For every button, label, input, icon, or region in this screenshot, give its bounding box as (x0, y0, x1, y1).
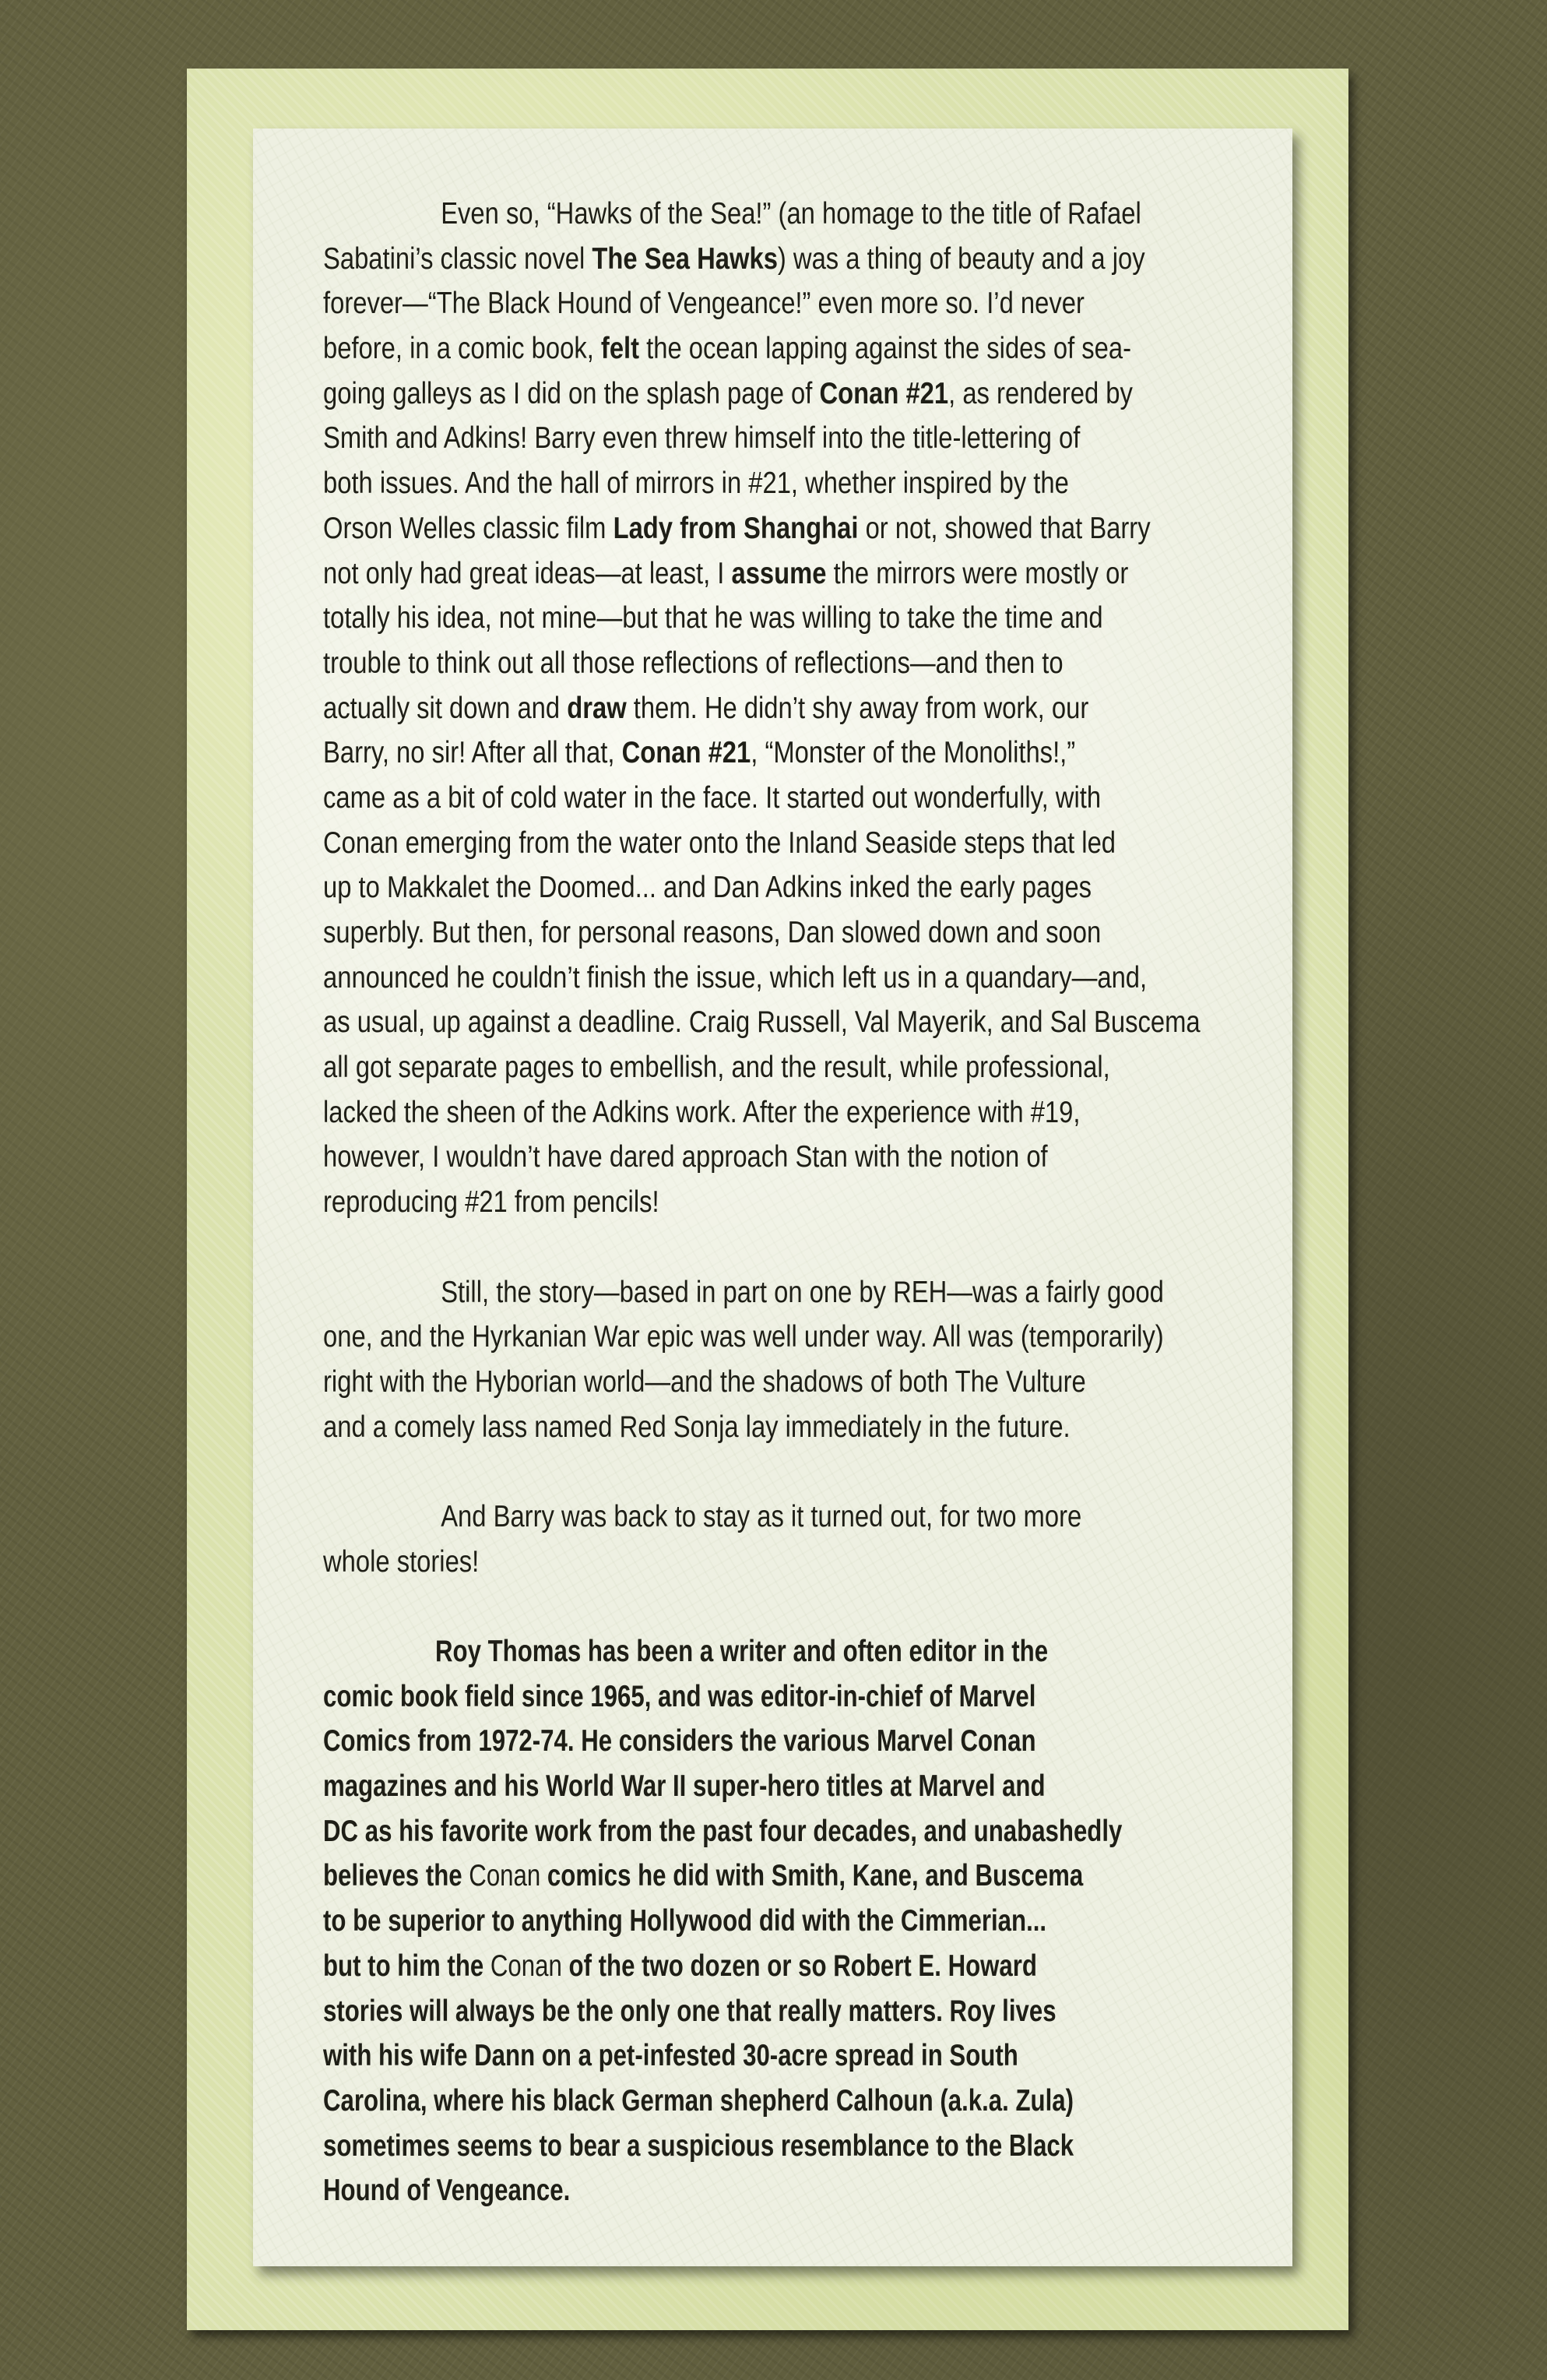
text-line (323, 1315, 1164, 1360)
text-line (323, 192, 1141, 237)
bio-line (323, 1899, 1058, 1944)
text-line (323, 686, 1095, 731)
bold-text: comic book field since 1965, and was editor-in-chief of Marvel (323, 1679, 1036, 1713)
text-line (323, 1270, 1164, 1315)
bold-text: magazines and his World War II super-hero titles at Marvel and (323, 1769, 1046, 1804)
bold-text: to be superior to anything Hollywood did with the Cimmerian... (323, 1904, 1047, 1938)
text-line (323, 416, 1095, 461)
text-line (323, 1540, 1095, 1585)
text-span: superbly. But then, for personal reasons, Dan slowed down and soon (323, 916, 1102, 949)
text-span: totally his idea, not mine—but that he was willing to take the time and (323, 601, 1103, 635)
bold-text: DC as his favorite work from the past four decades, and unabashedly (323, 1814, 1123, 1848)
text-line (323, 326, 1132, 371)
text-span: forever—“The Black Hound of Vengeance!” even more so. I’d never (323, 287, 1085, 321)
text-span: however, I wouldn’t have dared approach Stan with the notion of (323, 1140, 1048, 1174)
text-span: up to Makkalet the Doomed... and Dan Adkins inked the early pages (323, 871, 1092, 905)
bio-line (323, 1719, 1058, 1764)
bio-line (323, 1944, 1058, 1989)
text-span: or not, showed that Barry (858, 511, 1151, 545)
text-span: all got separate pages to embellish, and the result, while professional, (323, 1051, 1110, 1085)
text-span: the mirrors were mostly or (826, 556, 1129, 590)
bold-text: stories will always be the only one that really matters. Roy lives (323, 1994, 1057, 2028)
bold-text: felt (600, 332, 640, 366)
paragraph-gap (323, 1449, 1095, 1495)
text-line (323, 776, 1102, 821)
text-line (323, 281, 1095, 326)
text-line (323, 1000, 1201, 1045)
text-span: going galleys as I did on the splash page of (323, 376, 820, 410)
bio-line (323, 1989, 1058, 2034)
text-span: lacked the sheen of the Adkins work. After the experience with #19, (323, 1095, 1081, 1129)
text-span: one, and the Hyrkanian War epic was well under way. All was (temporarily) (323, 1320, 1164, 1354)
bold-text: of the two dozen or so Robert E. Howard (561, 1949, 1037, 1983)
paragraph-gap (323, 1584, 1095, 1629)
text-line (323, 956, 1148, 1001)
bio-line (323, 2033, 1058, 2079)
bold-text: Conan #21 (621, 736, 751, 770)
text-span: actually sit down and (323, 691, 568, 725)
text-span: Smith and Adkins! Barry even threw himself into the title-lettering of (323, 421, 1081, 456)
text-span: as usual, up against a deadline. Craig Russell, Val Mayerik, and Sal Buscema (323, 1005, 1201, 1040)
bold-text: sometimes seems to bear a suspicious resemblance to the Black (323, 2128, 1074, 2163)
bold-text: Conan #21 (819, 376, 949, 410)
text-line (323, 1495, 1095, 1540)
bio-line (323, 1629, 1058, 1674)
text-span: ) was a thing of beauty and a joy (777, 241, 1145, 276)
bold-text: Hound of Vengeance. (323, 2174, 571, 2208)
bio-line (323, 2079, 1074, 2124)
text-line (323, 1045, 1110, 1090)
bold-text: Carolina, where his black German shepherd Calhoun (a.k.a. Zula) (323, 2083, 1074, 2118)
text-span: reproducing #21 from pencils! (323, 1185, 659, 1220)
text-span: announced he couldn’t finish the issue, which left us in a quandary—and, (323, 960, 1148, 995)
text-span: Conan (469, 1859, 541, 1893)
bio-line (323, 2124, 1074, 2169)
text-line (323, 506, 1151, 551)
text-line (323, 731, 1095, 776)
bold-text: assume (731, 556, 827, 590)
bio-line (323, 2168, 1058, 2213)
bio-line (323, 1854, 1084, 1899)
text-line (323, 237, 1145, 282)
text-span: , “Monster of the Monoliths!,” (751, 736, 1076, 770)
text-span: And Barry was back to stay as it turned out, for two more (441, 1499, 1082, 1533)
text-line (323, 461, 1095, 506)
bold-text: believes the (323, 1859, 469, 1893)
bio-line (323, 1674, 1058, 1720)
text-span: them. He didn’t shy away from work, our (626, 691, 1089, 725)
bold-text: draw (567, 691, 627, 725)
text-span: not only had great ideas—at least, I (323, 556, 732, 590)
text-span: before, in a comic book, (323, 332, 601, 366)
text-line (323, 1360, 1095, 1405)
bio-line (323, 1764, 1058, 1809)
bold-text: with his wife Dann on a pet-infested 30-acre spread in South (323, 2039, 1018, 2073)
bold-text: Lady from Shanghai (613, 511, 859, 545)
bold-text: Comics from 1972-74. He considers the various Marvel Conan (323, 1724, 1036, 1759)
text-line (323, 371, 1133, 417)
bold-text: Roy Thomas has been a writer and often editor in the (435, 1635, 1049, 1668)
text-span: right with the Hyborian world—and the shadows of both The Vulture (323, 1364, 1086, 1399)
article-text (323, 192, 1242, 2213)
text-span: Still, the story—based in part on one by REH—was a fairly good (441, 1275, 1164, 1309)
text-span: , as rendered by (948, 376, 1133, 410)
text-line (323, 1090, 1095, 1135)
paragraph-gap (323, 1225, 1095, 1270)
text-line (323, 1405, 1095, 1450)
text-span: trouble to think out all those reflections of reflections—and then to (323, 646, 1064, 680)
text-span: the ocean lapping against the sides of sea- (639, 332, 1132, 366)
text-span: Orson Welles classic film (323, 511, 614, 545)
text-span: whole stories! (323, 1544, 480, 1579)
text-span: came as a bit of cold water in the face. It started out wonderfully, with (323, 780, 1102, 815)
text-line (323, 596, 1103, 641)
text-span: Sabatini’s classic novel (323, 241, 592, 276)
text-line (323, 1135, 1095, 1180)
text-line (323, 821, 1116, 866)
bio-line (323, 1809, 1123, 1854)
text-span: Even so, “Hawks of the Sea!” (an homage to the title of Rafael (441, 197, 1141, 231)
bold-text: comics he did with Smith, Kane, and Buscema (540, 1859, 1084, 1893)
text-span: Conan emerging from the water onto the Inland Seaside steps that led (323, 826, 1116, 860)
text-line (323, 1180, 1095, 1225)
text-line (323, 910, 1102, 956)
text-line (323, 641, 1095, 686)
text-line (323, 865, 1095, 910)
text-span: and a comely lass named Red Sonja lay immediately in the future. (323, 1410, 1071, 1444)
text-line (323, 551, 1129, 597)
text-span: Conan (490, 1949, 562, 1983)
bold-text: but to him the (323, 1949, 490, 1983)
bold-text: The Sea Hawks (592, 241, 778, 276)
text-span: both issues. And the hall of mirrors in #21, whether inspired by the (323, 466, 1069, 501)
text-span: Barry, no sir! After all that, (323, 736, 622, 770)
